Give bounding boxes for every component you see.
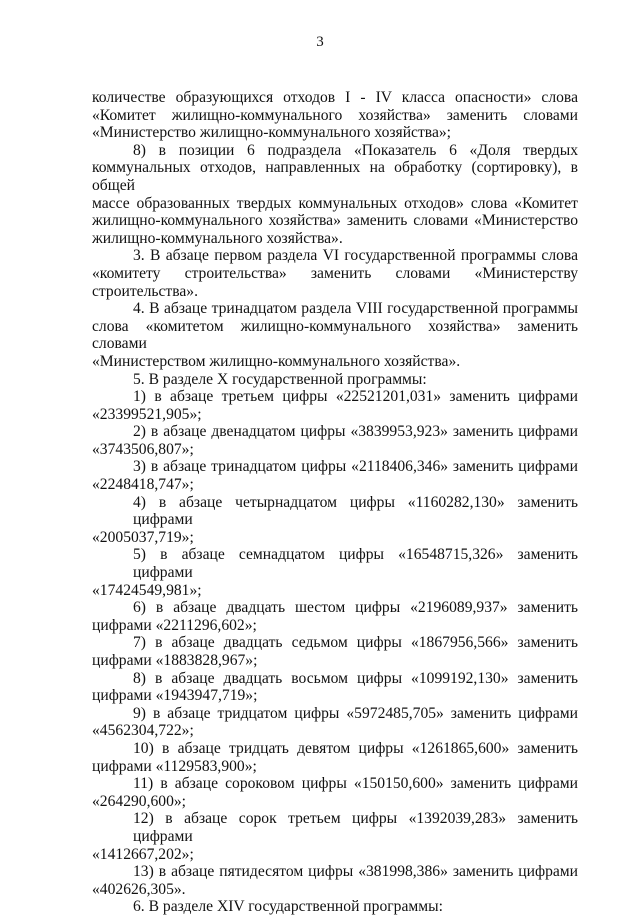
text-line: цифрами «1129583,900»; <box>92 757 257 775</box>
text-line: коммунальных отходов, направленных на обработку (сортировку), в общей <box>92 159 578 194</box>
text-line: строительства». <box>92 282 199 300</box>
text-line: жилищно-коммунального хозяйства» заменить словами «Министерство <box>92 212 578 230</box>
text-line: «комитету строительства» заменить словами «Министерству <box>92 264 578 282</box>
page-number: 3 <box>316 34 324 50</box>
text-line: 9) в абзаце тридцатом цифры «5972485,705» заменить цифрами <box>133 704 578 722</box>
text-line: «1412667,202»; <box>92 845 194 863</box>
text-line: «3743506,807»; <box>92 440 194 458</box>
paragraph <box>92 634 578 669</box>
text-line: 3. В абзаце первом раздела VI государственной программы слова <box>133 247 578 265</box>
document-body <box>92 89 578 916</box>
paragraph <box>92 247 578 300</box>
text-line: 6. В разделе XIV государственной программы: <box>133 898 443 916</box>
text-line: 4. В абзаце тринадцатом раздела VIII государственной программы <box>133 300 578 318</box>
text-line: 11) в абзаце сороковом цифры «150150,600» заменить цифрами <box>133 775 578 793</box>
text-line: 4) в абзаце четырнадцатом цифры «1160282,130» заменить цифрами <box>133 493 578 529</box>
text-line: количестве образующихся отходов I - IV класса опасности» слова <box>92 89 578 106</box>
text-line: 12) в абзаце сорок третьем цифры «1392039,283» заменить цифрами <box>133 810 578 845</box>
text-line: «23399521,905»; <box>92 405 202 423</box>
text-line: 10) в абзаце тридцать девятом цифры «1261865,600» заменить <box>133 739 578 757</box>
text-line: «2248418,747»; <box>92 476 194 494</box>
paragraph <box>92 371 578 389</box>
text-line: цифрами «1883828,967»; <box>92 652 258 669</box>
paragraph <box>92 546 578 599</box>
paragraph <box>92 494 578 547</box>
text-line: 3) в абзаце тринадцатом цифры «2118406,346» заменить цифрами <box>133 458 578 476</box>
text-line: цифрами «1943947,719»; <box>92 687 258 705</box>
paragraph <box>92 388 578 423</box>
text-line: 1) в абзаце третьем цифры «22521201,031» заменить цифрами <box>133 388 578 406</box>
text-line: «Министерство жилищно-коммунального хозяйства»; <box>92 124 452 142</box>
paragraph <box>92 300 578 370</box>
text-line: «17424549,981»; <box>92 581 202 599</box>
paragraph <box>92 705 578 740</box>
text-line: 8) в абзаце двадцать восьмом цифры «1099192,130» заменить <box>133 669 578 687</box>
text-line: цифрами «2211296,602»; <box>92 616 257 634</box>
text-line: жилищно-коммунального хозяйства». <box>92 229 343 247</box>
text-line: 6) в абзаце двадцать шестом цифры «2196089,937» заменить <box>133 599 578 617</box>
text-line: «Министерством жилищно-коммунального хозяйства». <box>92 352 461 370</box>
paragraph <box>92 898 578 916</box>
text-line: «Комитет жилищно-коммунального хозяйства» заменить словами <box>92 106 578 124</box>
text-line: 7) в абзаце двадцать седьмом цифры «1867956,566» заменить <box>133 634 578 652</box>
paragraph <box>92 599 578 634</box>
text-line: «2005037,719»; <box>92 528 194 546</box>
paragraph <box>92 458 578 493</box>
paragraph <box>92 89 578 142</box>
paragraph <box>92 740 578 775</box>
paragraph <box>92 142 578 248</box>
text-line: 5. В разделе X государственной программы: <box>133 370 427 388</box>
text-line: «402626,305». <box>92 880 186 898</box>
paragraph <box>92 775 578 810</box>
paragraph <box>92 810 578 863</box>
paragraph <box>92 863 578 898</box>
text-line: «264290,600»; <box>92 792 186 810</box>
text-line: «4562304,722»; <box>92 722 194 740</box>
paragraph <box>92 423 578 458</box>
text-line: массе образованных твердых коммунальных отходов» слова «Комитет <box>92 194 578 212</box>
text-line: 13) в абзаце пятидесятом цифры «381998,386» заменить цифрами <box>133 863 578 881</box>
text-line: 2) в абзаце двенадцатом цифры «3839953,923» заменить цифрами <box>133 423 578 441</box>
text-line: 8) в позиции 6 подраздела «Показатель 6 «Доля твердых <box>133 141 578 159</box>
paragraph <box>92 670 578 705</box>
text-line: 5) в абзаце семнадцатом цифры «16548715,326» заменить цифрами <box>133 546 578 582</box>
text-line: слова «комитетом жилищно-коммунального хозяйства» заменить словами <box>92 317 578 353</box>
